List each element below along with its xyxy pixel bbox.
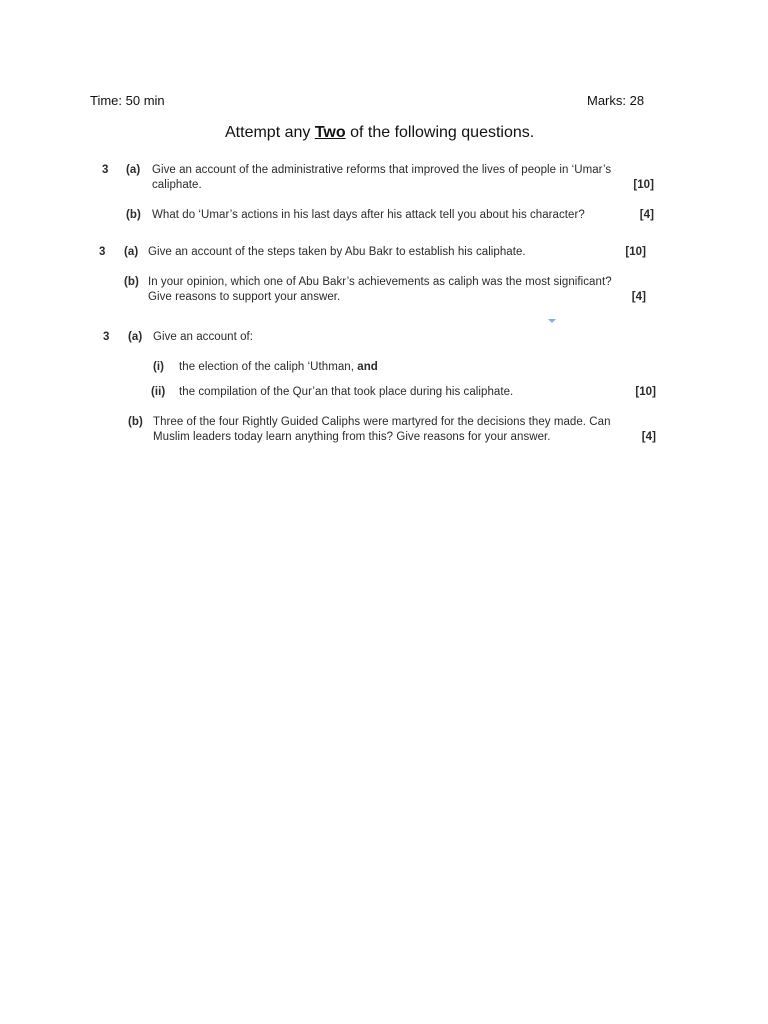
caret-icon	[548, 319, 556, 323]
question-number: 3	[99, 246, 106, 258]
question-text-line: In your opinion, which one of Abu Bakr’s achievements as caliph was the most significant?	[148, 276, 612, 288]
question-text-line: Give an account of the steps taken by Abu Bakr to establish his caliphate.	[148, 246, 526, 258]
question-text-line: Give reasons to support your answer.	[148, 291, 341, 303]
question-text-line: Three of the four Rightly Guided Caliphs were martyred for the decisions they made. Can	[153, 416, 611, 428]
question-marks: [4]	[631, 291, 646, 303]
question-marks: [4]	[641, 431, 656, 443]
time-label: Time: 50 min	[90, 93, 165, 108]
subpart-text-emphasis: and	[357, 361, 378, 373]
instruction-before: Attempt any	[225, 124, 315, 141]
question-text-line: Give an account of:	[153, 331, 254, 343]
subpart-label: (ii)	[151, 386, 166, 398]
marks-label: Marks: 28	[587, 93, 645, 108]
part-label: (b)	[128, 416, 143, 428]
question-text-line: What do ‘Umar’s actions in his last days after his attack tell you about his character?	[152, 209, 585, 221]
question-marks: [10]	[635, 386, 656, 398]
question-text-line: caliphate.	[152, 179, 202, 191]
subpart-text	[179, 361, 378, 373]
question-text-line: Muslim leaders today learn anything from this? Give reasons for your answer.	[153, 431, 551, 443]
question-marks: [10]	[625, 246, 646, 258]
subpart-label: (i)	[153, 361, 165, 373]
question-number: 3	[103, 331, 110, 343]
instruction-after: of the following questions.	[345, 124, 535, 141]
part-label: (a)	[124, 246, 139, 258]
question-number: 3	[102, 164, 109, 176]
part-label: (a)	[128, 331, 143, 343]
instruction	[225, 124, 534, 142]
subpart-text: the compilation of the Qur’an that took place during his caliphate.	[179, 386, 514, 398]
question-marks: [10]	[633, 179, 654, 191]
instruction-emphasis: Two	[314, 124, 346, 141]
part-label: (a)	[126, 164, 141, 176]
part-label: (b)	[124, 276, 139, 288]
question-text-line: Give an account of the administrative reforms that improved the lives of people in ‘Umar’s	[152, 164, 612, 176]
part-label: (b)	[126, 209, 141, 221]
question-marks: [4]	[639, 209, 654, 221]
subpart-text-main: the election of the caliph ‘Uthman,	[179, 361, 358, 373]
